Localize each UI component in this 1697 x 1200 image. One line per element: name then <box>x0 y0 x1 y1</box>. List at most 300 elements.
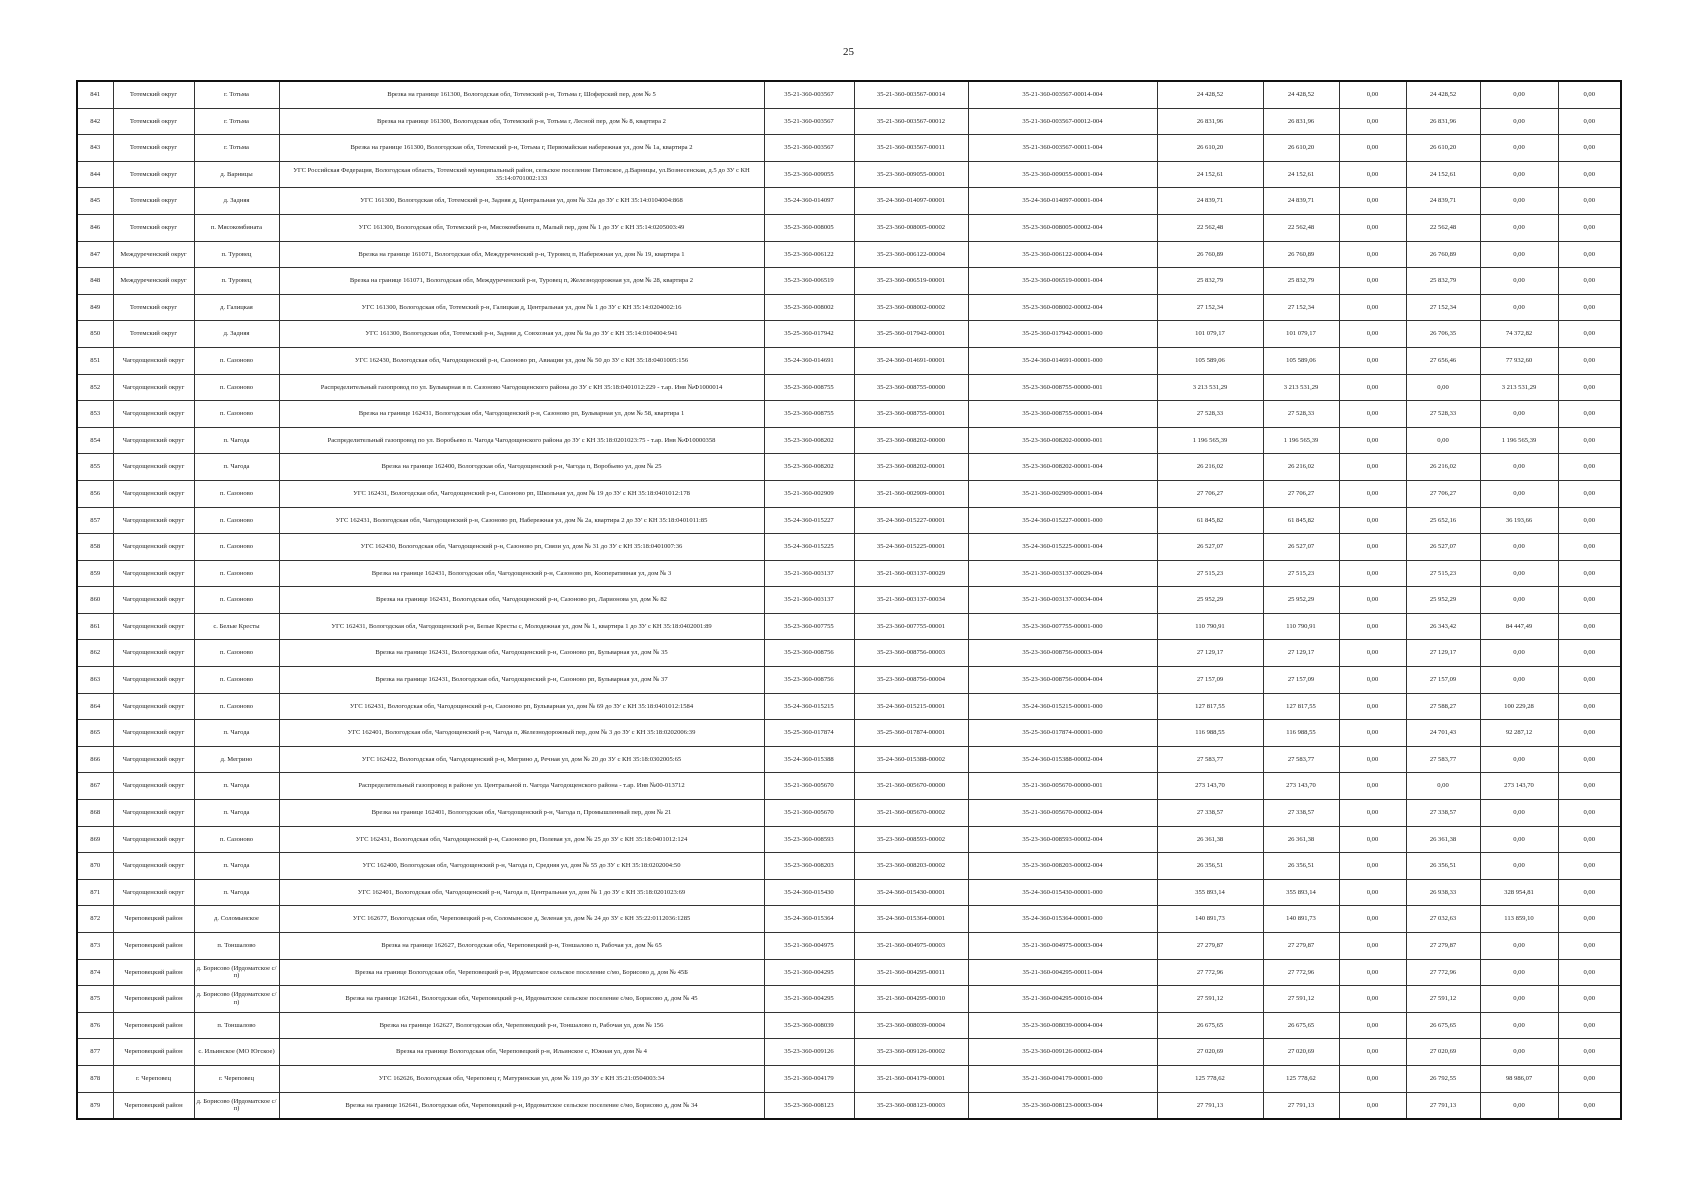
settlement-cell: п. Сазоново <box>194 347 279 374</box>
object-description-cell: Врезка на границе 162431, Вологодская обл, Чагодощенский р-н, Сазоново рп, Ларионова ул, дом № 82 <box>279 587 764 614</box>
cost-col-3-cell: 0,00 <box>1339 773 1406 800</box>
cost-col-6-cell: 0,00 <box>1558 108 1621 135</box>
cost-col-5-cell: 0,00 <box>1480 268 1558 295</box>
object-description-cell: Врезка на границе 161300, Вологодская обл, Тотемский р-н, Тотьма г, Лесной пер, дом № 8, квартира 2 <box>279 108 764 135</box>
cost-col-2-cell: 127 817,55 <box>1263 693 1339 720</box>
cost-col-5-cell: 0,00 <box>1480 746 1558 773</box>
cost-col-6-cell: 0,00 <box>1558 188 1621 215</box>
district-cell: Чагодощенский округ <box>113 693 194 720</box>
cost-col-3-cell: 0,00 <box>1339 853 1406 880</box>
object-description-cell: Врезка на границе 162627, Вологодская обл, Череповецкий р-н, Тоншалово п, Рабочая ул, дом № 156 <box>279 1012 764 1039</box>
inventory-code-cell: 35-21-360-003567-00014-004 <box>968 81 1157 108</box>
district-cell: Чагодощенский округ <box>113 853 194 880</box>
table-row <box>77 81 1621 108</box>
object-code-cell: 35-23-360-008756-00004 <box>854 667 968 694</box>
cost-col-2-cell: 355 893,14 <box>1263 879 1339 906</box>
code-cell: 35-21-360-003567 <box>764 108 854 135</box>
row-number-cell: 843 <box>77 135 113 162</box>
district-cell: Тотемский округ <box>113 214 194 241</box>
cost-col-3-cell: 0,00 <box>1339 294 1406 321</box>
cost-col-6-cell: 0,00 <box>1558 81 1621 108</box>
settlement-cell: с. Ильинское (МО Югское) <box>194 1039 279 1066</box>
cost-col-5-cell: 328 954,81 <box>1480 879 1558 906</box>
cost-col-6-cell: 0,00 <box>1558 560 1621 587</box>
table-row <box>77 321 1621 348</box>
settlement-cell: п. Тоншалово <box>194 1012 279 1039</box>
cost-col-2-cell: 26 831,96 <box>1263 108 1339 135</box>
total-cost-cell: 273 143,70 <box>1157 773 1263 800</box>
row-number-cell: 844 <box>77 161 113 188</box>
cost-col-6-cell: 0,00 <box>1558 507 1621 534</box>
object-code-cell: 35-21-360-004975-00003 <box>854 933 968 960</box>
code-cell: 35-23-360-008039 <box>764 1012 854 1039</box>
cost-col-2-cell: 101 079,17 <box>1263 321 1339 348</box>
table-row <box>77 507 1621 534</box>
object-code-cell: 35-23-360-009126-00002 <box>854 1039 968 1066</box>
object-description-cell: Врезка на границе 161071, Вологодская обл, Междуреченский р-н, Туровец п, Набережная ул, дом № 19, квартира 1 <box>279 241 764 268</box>
total-cost-cell: 27 706,27 <box>1157 480 1263 507</box>
district-cell: Чагодощенский округ <box>113 507 194 534</box>
cost-col-2-cell: 1 196 565,39 <box>1263 427 1339 454</box>
total-cost-cell: 125 778,62 <box>1157 1065 1263 1092</box>
cost-col-2-cell: 27 020,69 <box>1263 1039 1339 1066</box>
cost-col-2-cell: 140 891,73 <box>1263 906 1339 933</box>
inventory-code-cell: 35-24-360-015227-00001-000 <box>968 507 1157 534</box>
total-cost-cell: 27 528,33 <box>1157 401 1263 428</box>
cost-col-6-cell: 0,00 <box>1558 1012 1621 1039</box>
district-cell: Чагодощенский округ <box>113 560 194 587</box>
cost-col-4-cell: 25 952,29 <box>1406 587 1480 614</box>
table-row <box>77 135 1621 162</box>
table-row <box>77 1012 1621 1039</box>
row-number-cell: 851 <box>77 347 113 374</box>
row-number-cell: 853 <box>77 401 113 428</box>
inventory-code-cell: 35-23-360-006519-00001-004 <box>968 268 1157 295</box>
object-code-cell: 35-24-360-015227-00001 <box>854 507 968 534</box>
inventory-code-cell: 35-24-360-015364-00001-000 <box>968 906 1157 933</box>
inventory-code-cell: 35-23-360-008755-00000-001 <box>968 374 1157 401</box>
cost-col-4-cell: 27 772,96 <box>1406 959 1480 986</box>
row-number-cell: 866 <box>77 746 113 773</box>
cost-col-3-cell: 0,00 <box>1339 746 1406 773</box>
inventory-code-cell: 35-24-360-015430-00001-000 <box>968 879 1157 906</box>
row-number-cell: 860 <box>77 587 113 614</box>
cost-col-2-cell: 27 515,23 <box>1263 560 1339 587</box>
cost-col-4-cell: 25 832,79 <box>1406 268 1480 295</box>
inventory-code-cell: 35-23-360-008002-00002-004 <box>968 294 1157 321</box>
object-code-cell: 35-23-360-009055-00001 <box>854 161 968 188</box>
cost-col-3-cell: 0,00 <box>1339 108 1406 135</box>
object-code-cell: 35-21-360-005670-00000 <box>854 773 968 800</box>
district-cell: Междуреченский округ <box>113 268 194 295</box>
cost-col-2-cell: 24 428,52 <box>1263 81 1339 108</box>
settlement-cell: д. Задняя <box>194 321 279 348</box>
cost-col-6-cell: 0,00 <box>1558 321 1621 348</box>
settlement-cell: п. Чагода <box>194 773 279 800</box>
object-code-cell: 35-23-360-008593-00002 <box>854 826 968 853</box>
object-code-cell: 35-23-360-008005-00002 <box>854 214 968 241</box>
cost-col-2-cell: 25 952,29 <box>1263 587 1339 614</box>
cost-col-6-cell: 0,00 <box>1558 986 1621 1013</box>
table-row <box>77 853 1621 880</box>
inventory-code-cell: 35-25-360-017874-00001-000 <box>968 720 1157 747</box>
cost-col-3-cell: 0,00 <box>1339 454 1406 481</box>
cost-col-5-cell: 0,00 <box>1480 933 1558 960</box>
settlement-cell: г. Тотьма <box>194 135 279 162</box>
cost-col-2-cell: 27 152,34 <box>1263 294 1339 321</box>
cost-col-6-cell: 0,00 <box>1558 214 1621 241</box>
district-cell: Чагодощенский округ <box>113 613 194 640</box>
table-row <box>77 241 1621 268</box>
cost-col-2-cell: 125 778,62 <box>1263 1065 1339 1092</box>
cost-col-6-cell: 0,00 <box>1558 480 1621 507</box>
settlement-cell: г. Тотьма <box>194 108 279 135</box>
code-cell: 35-21-360-003137 <box>764 587 854 614</box>
district-cell: г. Череповец <box>113 1065 194 1092</box>
cost-col-6-cell: 0,00 <box>1558 933 1621 960</box>
settlement-cell: п. Туровец <box>194 241 279 268</box>
cost-col-3-cell: 0,00 <box>1339 800 1406 827</box>
total-cost-cell: 24 152,61 <box>1157 161 1263 188</box>
cost-col-4-cell: 27 791,13 <box>1406 1092 1480 1119</box>
total-cost-cell: 26 610,20 <box>1157 135 1263 162</box>
settlement-cell: п. Чагода <box>194 454 279 481</box>
cost-col-4-cell: 26 792,55 <box>1406 1065 1480 1092</box>
inventory-code-cell: 35-23-360-008756-00004-004 <box>968 667 1157 694</box>
cost-col-4-cell: 26 356,51 <box>1406 853 1480 880</box>
table-row <box>77 746 1621 773</box>
district-cell: Череповецкий район <box>113 1092 194 1119</box>
cost-col-3-cell: 0,00 <box>1339 587 1406 614</box>
code-cell: 35-21-360-004975 <box>764 933 854 960</box>
cost-col-2-cell: 116 988,55 <box>1263 720 1339 747</box>
total-cost-cell: 26 831,96 <box>1157 108 1263 135</box>
cost-col-6-cell: 0,00 <box>1558 534 1621 561</box>
row-number-cell: 876 <box>77 1012 113 1039</box>
code-cell: 35-23-360-006122 <box>764 241 854 268</box>
total-cost-cell: 26 675,65 <box>1157 1012 1263 1039</box>
cost-col-6-cell: 0,00 <box>1558 693 1621 720</box>
cost-col-4-cell: 27 032,63 <box>1406 906 1480 933</box>
district-cell: Чагодощенский округ <box>113 534 194 561</box>
object-code-cell: 35-21-360-003567-00014 <box>854 81 968 108</box>
row-number-cell: 854 <box>77 427 113 454</box>
code-cell: 35-23-360-008756 <box>764 667 854 694</box>
object-code-cell: 35-24-360-015364-00001 <box>854 906 968 933</box>
cost-col-5-cell: 0,00 <box>1480 294 1558 321</box>
object-description-cell: Врезка на границе 162431, Вологодская обл, Чагодощенский р-н, Сазоново рп, Бульварная ул, дом № 35 <box>279 640 764 667</box>
object-code-cell: 35-23-360-008039-00004 <box>854 1012 968 1039</box>
inventory-code-cell: 35-21-360-005670-00000-001 <box>968 773 1157 800</box>
settlement-cell: п. Мясокомбината <box>194 214 279 241</box>
cost-col-3-cell: 0,00 <box>1339 986 1406 1013</box>
cost-col-2-cell: 26 356,51 <box>1263 853 1339 880</box>
settlement-cell: п. Сазоново <box>194 480 279 507</box>
cost-col-4-cell: 27 129,17 <box>1406 640 1480 667</box>
object-code-cell: 35-21-360-003567-00011 <box>854 135 968 162</box>
settlement-cell: п. Чагода <box>194 800 279 827</box>
cost-col-5-cell: 0,00 <box>1480 81 1558 108</box>
object-description-cell: УГС 161300, Вологодская обл, Тотемский р-н, Задняя д, Центральная ул, дом № 32а до ЗУ с КН 35:14:0104004:868 <box>279 188 764 215</box>
object-description-cell: УГС 162401, Вологодская обл, Чагодощенский р-н, Чагода п, Центральная ул, дом № 1 до ЗУ с КН 35:18:0201023:69 <box>279 879 764 906</box>
cost-col-3-cell: 0,00 <box>1339 268 1406 295</box>
inventory-code-cell: 35-24-360-015388-00002-004 <box>968 746 1157 773</box>
table-row <box>77 268 1621 295</box>
code-cell: 35-25-360-017874 <box>764 720 854 747</box>
cost-col-4-cell: 26 216,02 <box>1406 454 1480 481</box>
cost-col-6-cell: 0,00 <box>1558 587 1621 614</box>
cost-col-6-cell: 0,00 <box>1558 241 1621 268</box>
table-row <box>77 906 1621 933</box>
page-number: 25 <box>843 46 854 58</box>
district-cell: Чагодощенский округ <box>113 879 194 906</box>
table-row <box>77 1092 1621 1119</box>
object-description-cell: Врезка на границе 162431, Вологодская обл, Чагодощенский р-н, Сазоново рп, Бульварная ул, дом № 37 <box>279 667 764 694</box>
code-cell: 35-23-360-008123 <box>764 1092 854 1119</box>
table-row <box>77 693 1621 720</box>
cost-col-5-cell: 0,00 <box>1480 853 1558 880</box>
settlement-cell: п. Сазоново <box>194 826 279 853</box>
cost-col-2-cell: 27 772,96 <box>1263 959 1339 986</box>
cost-col-2-cell: 26 610,20 <box>1263 135 1339 162</box>
cost-col-4-cell: 25 652,16 <box>1406 507 1480 534</box>
settlement-cell: д. Задняя <box>194 188 279 215</box>
cost-col-3-cell: 0,00 <box>1339 933 1406 960</box>
object-code-cell: 35-23-360-006122-00004 <box>854 241 968 268</box>
inventory-code-cell: 35-21-360-002909-00001-004 <box>968 480 1157 507</box>
total-cost-cell: 105 589,06 <box>1157 347 1263 374</box>
object-code-cell: 35-21-360-004295-00011 <box>854 959 968 986</box>
row-number-cell: 868 <box>77 800 113 827</box>
settlement-cell: п. Сазоново <box>194 640 279 667</box>
cost-col-4-cell: 22 562,48 <box>1406 214 1480 241</box>
table-row <box>77 480 1621 507</box>
cost-col-2-cell: 24 839,71 <box>1263 188 1339 215</box>
inventory-code-cell: 35-21-360-005670-00002-004 <box>968 800 1157 827</box>
cost-col-4-cell: 27 588,27 <box>1406 693 1480 720</box>
total-cost-cell: 27 152,34 <box>1157 294 1263 321</box>
inventory-code-cell: 35-23-360-008593-00002-004 <box>968 826 1157 853</box>
table-row <box>77 454 1621 481</box>
code-cell: 35-21-360-003567 <box>764 81 854 108</box>
row-number-cell: 879 <box>77 1092 113 1119</box>
object-code-cell: 35-24-360-015215-00001 <box>854 693 968 720</box>
cost-col-6-cell: 0,00 <box>1558 454 1621 481</box>
cost-col-4-cell: 26 527,07 <box>1406 534 1480 561</box>
cost-col-3-cell: 0,00 <box>1339 560 1406 587</box>
inventory-code-cell: 35-23-360-007755-00001-000 <box>968 613 1157 640</box>
cost-col-5-cell: 74 372,82 <box>1480 321 1558 348</box>
total-cost-cell: 27 020,69 <box>1157 1039 1263 1066</box>
total-cost-cell: 24 839,71 <box>1157 188 1263 215</box>
cost-col-4-cell: 27 338,57 <box>1406 800 1480 827</box>
row-number-cell: 848 <box>77 268 113 295</box>
inventory-code-cell: 35-21-360-003567-00012-004 <box>968 108 1157 135</box>
inventory-code-cell: 35-23-360-008756-00003-004 <box>968 640 1157 667</box>
district-cell: Чагодощенский округ <box>113 587 194 614</box>
total-cost-cell: 27 583,77 <box>1157 746 1263 773</box>
cost-col-5-cell: 0,00 <box>1480 480 1558 507</box>
cost-col-6-cell: 0,00 <box>1558 294 1621 321</box>
code-cell: 35-23-360-008202 <box>764 454 854 481</box>
cost-col-5-cell: 0,00 <box>1480 241 1558 268</box>
cost-col-6-cell: 0,00 <box>1558 853 1621 880</box>
code-cell: 35-21-360-003137 <box>764 560 854 587</box>
cost-col-5-cell: 0,00 <box>1480 454 1558 481</box>
cost-col-2-cell: 27 528,33 <box>1263 401 1339 428</box>
inventory-code-cell: 35-23-360-008202-00000-001 <box>968 427 1157 454</box>
inventory-code-cell: 35-23-360-008202-00001-004 <box>968 454 1157 481</box>
code-cell: 35-24-360-015227 <box>764 507 854 534</box>
code-cell: 35-23-360-008593 <box>764 826 854 853</box>
cost-col-3-cell: 0,00 <box>1339 427 1406 454</box>
cost-col-4-cell: 0,00 <box>1406 374 1480 401</box>
table-row <box>77 879 1621 906</box>
object-code-cell: 35-23-360-006519-00001 <box>854 268 968 295</box>
row-number-cell: 874 <box>77 959 113 986</box>
cost-col-3-cell: 0,00 <box>1339 161 1406 188</box>
district-cell: Чагодощенский округ <box>113 826 194 853</box>
cost-col-3-cell: 0,00 <box>1339 534 1406 561</box>
settlement-cell: д. Варницы <box>194 161 279 188</box>
cost-col-6-cell: 0,00 <box>1558 800 1621 827</box>
cost-col-5-cell: 100 229,28 <box>1480 693 1558 720</box>
total-cost-cell: 61 845,82 <box>1157 507 1263 534</box>
cost-col-5-cell: 36 193,66 <box>1480 507 1558 534</box>
code-cell: 35-23-360-008755 <box>764 401 854 428</box>
table-row <box>77 826 1621 853</box>
code-cell: 35-23-360-008202 <box>764 427 854 454</box>
object-description-cell: УГС 162431, Вологодская обл, Чагодощенский р-н, Белые Кресты с, Молодежная ул, дом № 1, квартира 1 до ЗУ с КН 35:18:0402001:89 <box>279 613 764 640</box>
settlement-cell: д. Соломынское <box>194 906 279 933</box>
cost-col-5-cell: 0,00 <box>1480 560 1558 587</box>
district-cell: Тотемский округ <box>113 321 194 348</box>
row-number-cell: 863 <box>77 667 113 694</box>
total-cost-cell: 116 988,55 <box>1157 720 1263 747</box>
row-number-cell: 858 <box>77 534 113 561</box>
cost-col-2-cell: 27 338,57 <box>1263 800 1339 827</box>
object-code-cell: 35-25-360-017942-00001 <box>854 321 968 348</box>
cost-col-6-cell: 0,00 <box>1558 613 1621 640</box>
cost-col-2-cell: 27 129,17 <box>1263 640 1339 667</box>
settlement-cell: п. Сазоново <box>194 401 279 428</box>
inventory-code-cell: 35-21-360-004295-00010-004 <box>968 986 1157 1013</box>
code-cell: 35-21-360-005670 <box>764 800 854 827</box>
code-cell: 35-23-360-007755 <box>764 613 854 640</box>
cost-col-5-cell: 0,00 <box>1480 587 1558 614</box>
cost-col-5-cell: 113 859,10 <box>1480 906 1558 933</box>
cost-col-4-cell: 0,00 <box>1406 427 1480 454</box>
district-cell: Чагодощенский округ <box>113 720 194 747</box>
row-number-cell: 847 <box>77 241 113 268</box>
cost-col-3-cell: 0,00 <box>1339 241 1406 268</box>
inventory-code-cell: 35-23-360-008039-00004-004 <box>968 1012 1157 1039</box>
cost-col-4-cell: 0,00 <box>1406 773 1480 800</box>
cost-col-3-cell: 0,00 <box>1339 879 1406 906</box>
cost-col-6-cell: 0,00 <box>1558 135 1621 162</box>
code-cell: 35-23-360-009126 <box>764 1039 854 1066</box>
settlement-cell: п. Сазоново <box>194 587 279 614</box>
settlement-cell: п. Сазоново <box>194 507 279 534</box>
cost-col-2-cell: 26 216,02 <box>1263 454 1339 481</box>
total-cost-cell: 27 772,96 <box>1157 959 1263 986</box>
code-cell: 35-24-360-015388 <box>764 746 854 773</box>
cost-col-4-cell: 27 706,27 <box>1406 480 1480 507</box>
object-description-cell: УГС Российская Федерация, Вологодская область, Тотемский муниципальный район, сельское поселение Пятовское, д.Варницы, ул.Вознесенская, д.5 до ЗУ с КН 35:14:0701002:133 <box>279 161 764 188</box>
object-code-cell: 35-25-360-017874-00001 <box>854 720 968 747</box>
code-cell: 35-24-360-015225 <box>764 534 854 561</box>
total-cost-cell: 27 279,87 <box>1157 933 1263 960</box>
object-description-cell: УГС 162422, Вологодская обл, Чагодощенский р-н, Мегрино д, Речная ул, дом № 20 до ЗУ с КН 35:18:0302005:65 <box>279 746 764 773</box>
cost-col-6-cell: 0,00 <box>1558 427 1621 454</box>
cost-col-3-cell: 0,00 <box>1339 214 1406 241</box>
settlement-cell: д. Борисово (Ирдоматское с/п) <box>194 1092 279 1119</box>
settlement-cell: д. Галицкая <box>194 294 279 321</box>
object-description-cell: УГС 161300, Вологодская обл, Тотемский р-н, Мясокомбината п, Малый пер, дом № 1 до ЗУ с КН 35:14:0205003:49 <box>279 214 764 241</box>
code-cell: 35-23-360-006519 <box>764 268 854 295</box>
table-row <box>77 933 1621 960</box>
cost-col-6-cell: 0,00 <box>1558 374 1621 401</box>
total-cost-cell: 27 157,09 <box>1157 667 1263 694</box>
cost-col-3-cell: 0,00 <box>1339 480 1406 507</box>
table-row <box>77 667 1621 694</box>
cost-col-5-cell: 0,00 <box>1480 1092 1558 1119</box>
object-code-cell: 35-24-360-015388-00002 <box>854 746 968 773</box>
row-number-cell: 861 <box>77 613 113 640</box>
table-row <box>77 347 1621 374</box>
cost-col-5-cell: 0,00 <box>1480 800 1558 827</box>
cost-col-3-cell: 0,00 <box>1339 321 1406 348</box>
object-description-cell: УГС 161300, Вологодская обл, Тотемский р-н, Задняя д, Совхозная ул, дом № 9а до ЗУ с КН 35:14:0104004:941 <box>279 321 764 348</box>
cost-col-3-cell: 0,00 <box>1339 667 1406 694</box>
code-cell: 35-23-360-008002 <box>764 294 854 321</box>
district-cell: Чагодощенский округ <box>113 773 194 800</box>
cost-col-4-cell: 26 938,33 <box>1406 879 1480 906</box>
total-cost-cell: 25 832,79 <box>1157 268 1263 295</box>
object-description-cell: УГС 162400, Вологодская обл, Чагодощенский р-н, Чагода п, Средняя ул, дом № 55 до ЗУ с КН 35:18:0202004:50 <box>279 853 764 880</box>
table-row <box>77 161 1621 188</box>
table-row <box>77 1065 1621 1092</box>
row-number-cell: 859 <box>77 560 113 587</box>
cost-col-4-cell: 27 591,12 <box>1406 986 1480 1013</box>
inventory-code-cell: 35-21-360-004975-00003-004 <box>968 933 1157 960</box>
row-number-cell: 867 <box>77 773 113 800</box>
object-description-cell: Врезка на границе Вологодская обл, Череповецкий р-н, Ильинское с, Южная ул, дом № 4 <box>279 1039 764 1066</box>
cost-col-3-cell: 0,00 <box>1339 135 1406 162</box>
inventory-code-cell: 35-25-360-017942-00001-000 <box>968 321 1157 348</box>
object-code-cell: 35-24-360-014691-00001 <box>854 347 968 374</box>
object-description-cell: УГС 162431, Вологодская обл, Чагодощенский р-н, Сазоново рп, Набережная ул, дом № 2а, квартира 2 до ЗУ с КН 35:18:0401011:85 <box>279 507 764 534</box>
object-code-cell: 35-23-360-008002-00002 <box>854 294 968 321</box>
settlement-cell: п. Чагода <box>194 427 279 454</box>
object-description-cell: УГС 162431, Вологодская обл, Чагодощенский р-н, Сазоново рп, Бульварная ул, дом № 69 до ЗУ с КН 35:18:0401012:1584 <box>279 693 764 720</box>
cost-col-3-cell: 0,00 <box>1339 826 1406 853</box>
code-cell: 35-21-360-003567 <box>764 135 854 162</box>
cost-col-6-cell: 0,00 <box>1558 161 1621 188</box>
cost-col-5-cell: 0,00 <box>1480 640 1558 667</box>
object-code-cell: 35-23-360-008756-00003 <box>854 640 968 667</box>
object-description-cell: УГС 162626, Вологодская обл, Череповец г, Матуринская ул, дом № 119 до ЗУ с КН 35:21:0504003:34 <box>279 1065 764 1092</box>
cost-col-3-cell: 0,00 <box>1339 374 1406 401</box>
cost-col-3-cell: 0,00 <box>1339 959 1406 986</box>
district-cell: Чагодощенский округ <box>113 427 194 454</box>
cost-col-5-cell: 273 143,70 <box>1480 773 1558 800</box>
table-row <box>77 613 1621 640</box>
cost-col-4-cell: 26 675,65 <box>1406 1012 1480 1039</box>
object-code-cell: 35-23-360-008202-00000 <box>854 427 968 454</box>
object-description-cell: Распределительный газопровод в районе ул. Центральной п. Чагода Чагодощенского района - т.ар. Инв №00-013712 <box>279 773 764 800</box>
code-cell: 35-23-360-008756 <box>764 640 854 667</box>
